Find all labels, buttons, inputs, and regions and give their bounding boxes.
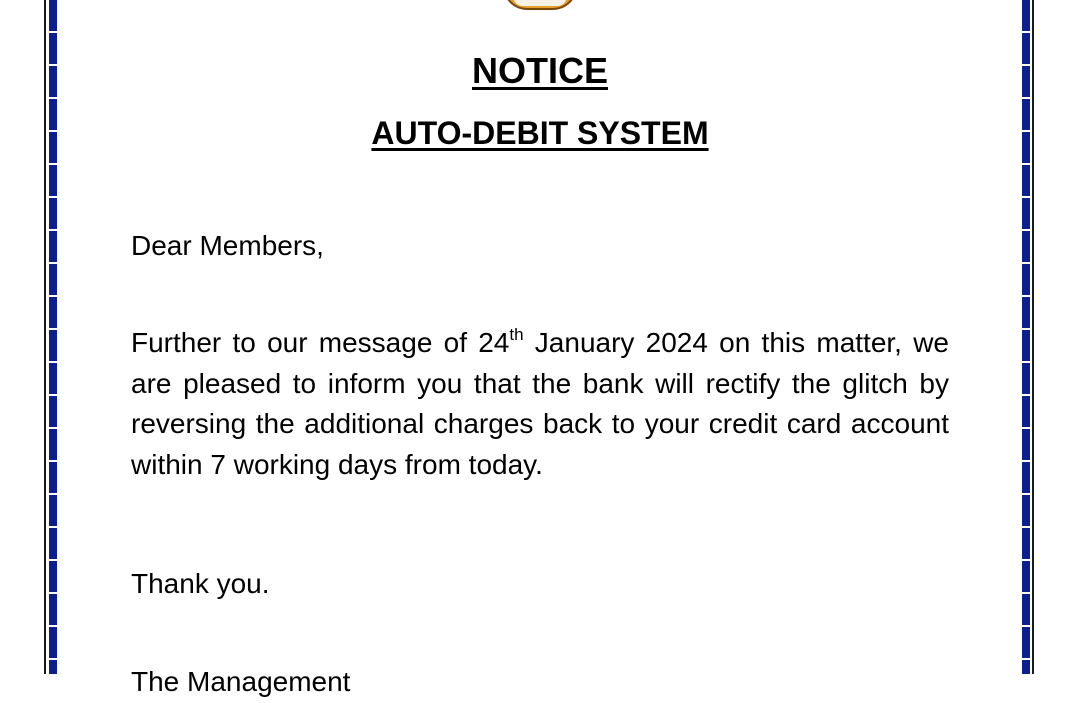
salutation: Dear Members, bbox=[131, 230, 324, 261]
date-ordinal-suffix: th bbox=[509, 324, 524, 344]
notice-subtitle: AUTO-DEBIT SYSTEM bbox=[371, 115, 709, 151]
page-border-right bbox=[1020, 0, 1034, 674]
notice-body bbox=[131, 323, 949, 485]
closing-thanks: Thank you. bbox=[131, 568, 270, 599]
notice-title: NOTICE bbox=[471, 50, 608, 91]
page-border-left bbox=[44, 0, 58, 674]
club-logo-icon bbox=[503, 0, 577, 10]
body-text-start: Further to our message of 24 bbox=[131, 327, 510, 358]
signoff: The Management bbox=[131, 666, 351, 697]
body-text-rest: January 2024 on this matter, we are pleased to inform you that the bank will rectify the glitch by reversing the additional charges back to your credit card account within 7 working days from today. bbox=[131, 327, 949, 480]
logo-banner bbox=[513, 0, 567, 6]
